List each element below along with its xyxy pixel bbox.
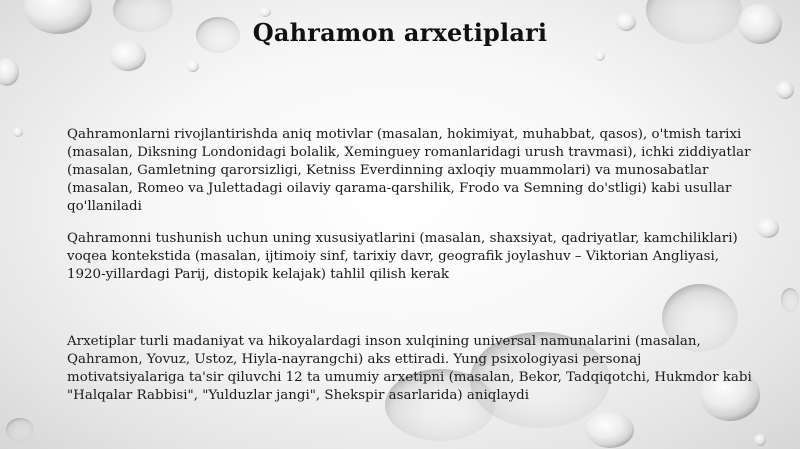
water-droplet [187,60,199,72]
body-paragraph-archetypes: Arxetiplar turli madaniyat va hikoyalardagi inson xulqining universal namunalarini (masalan, Qahramon, Yovuz, Ustoz, Hiyla-nayrangchi) aks ettiradi. Yung psixologiyasi personaj motivatsiyalariga ta'sir qiluvchi 12 ta umumiy arxetipni (masalan, Bekor, Tadqiqotchi, Hukmdor kabi "Halqalar Rabbisi", "Yulduzlar jangi", Shekspir asarlarida) aniqlaydi [67,334,752,403]
water-droplet [757,218,779,238]
water-droplet [595,51,605,61]
water-droplet [0,58,19,86]
slide-title: Qahramon arxetiplari [252,18,548,47]
water-droplet [754,434,766,446]
water-droplet [6,418,34,442]
water-droplet [13,127,23,137]
water-droplet [586,412,634,448]
body-paragraph-context: Qahramonni tushunish uchun uning xususiyatlarini (masalan, shaxsiyat, qadriyatlar, kamchiliklari) voqea kontekstida (masalan, ijtimoiy sinf, tarixiy davr, geografik joylashuv – Viktorian Angliyasi, 1920-yillardagi Parij, distopik kelajak) tahlil qilish kerak [67,231,738,282]
water-droplet [781,288,799,312]
body-paragraph-motives: Qahramonlarni rivojlantirishda aniq motivlar (masalan, hokimiyat, muhabbat, qasos), o'tmish tarixi (masalan, Diksning Londonidagi bolalik, Xeminguey romanlaridagi urush travmasi), ichki ziddiyatlar (masalan, Gamletning qarorsizligi, Ketniss Everdinning axloqiy muammolari) va munosabatlar (masalan, Romeo va Julettadagi oilaviy qarama-qarshilik, Frodo va Semning do'stligi) kabi usullar qo'llaniladi [67,127,751,214]
water-droplet [776,81,794,99]
water-droplet [259,7,271,17]
